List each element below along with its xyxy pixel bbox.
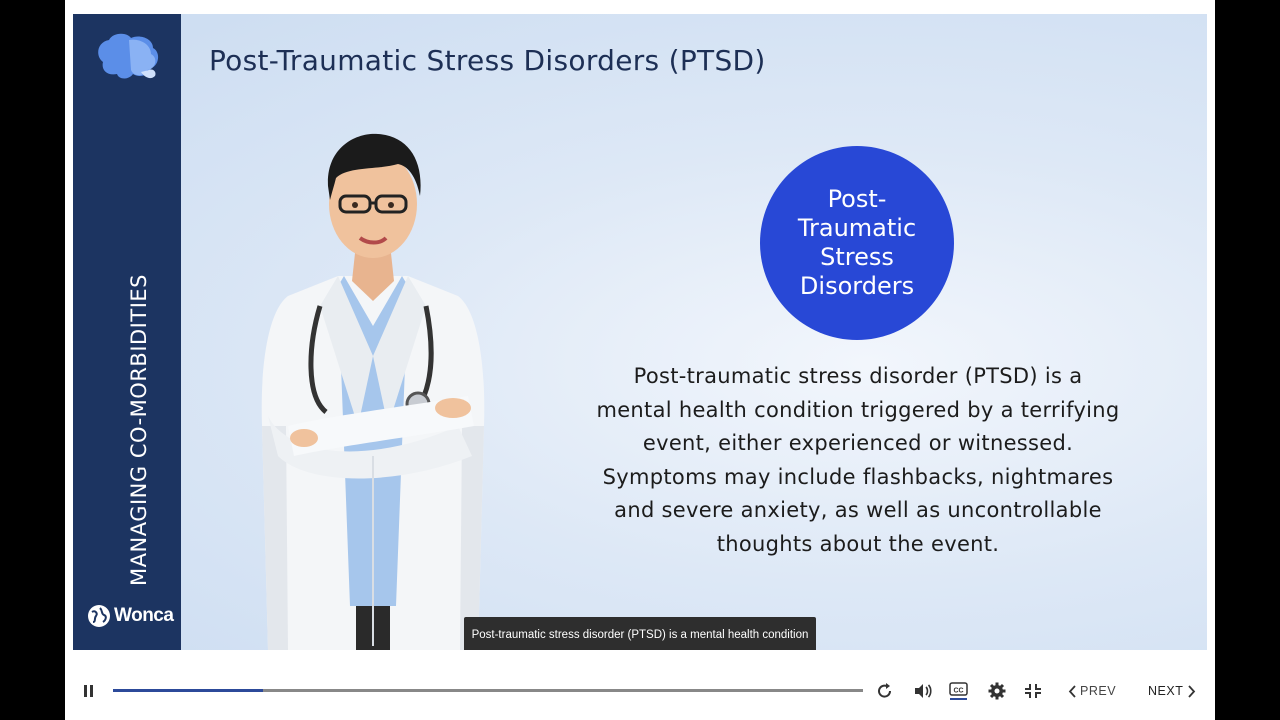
- slide-canvas: [73, 14, 1207, 650]
- replay-icon[interactable]: [874, 681, 896, 701]
- body-line: thoughts about the event.: [716, 531, 1000, 556]
- body-line: and severe anxiety, as well as uncontrollable: [614, 498, 1102, 522]
- topic-circle-label: Post-Traumatic Stress Disorders: [797, 185, 917, 300]
- brain-logo-icon: [93, 32, 163, 82]
- course-sidebar: [73, 14, 181, 650]
- course-title-vertical: MANAGING CO-MORBIDITIES: [127, 274, 151, 586]
- prev-button[interactable]: PREV: [1080, 684, 1117, 698]
- wonca-logo: [87, 604, 173, 628]
- body-line: mental health condition triggered by a terrifying: [596, 397, 1120, 422]
- progress-bar[interactable]: [113, 689, 863, 692]
- chevron-right-icon[interactable]: [1186, 685, 1196, 698]
- slide-body-text: [569, 360, 1147, 561]
- slide-title: Post-Traumatic Stress Disorders (PTSD): [209, 44, 766, 77]
- wonca-wordmark: Wonca: [114, 605, 174, 626]
- body-line: Post-traumatic stress disorder (PTSD) is a: [633, 364, 1083, 388]
- globe-icon: [87, 604, 111, 628]
- progress-fill: [113, 689, 263, 692]
- svg-text:CC: CC: [953, 687, 964, 695]
- body-line: event, either experienced or witnessed.: [642, 431, 1074, 455]
- topic-circle: [760, 146, 954, 340]
- playback-controls: [65, 650, 1215, 720]
- pause-icon[interactable]: [83, 685, 95, 697]
- caption-overlay: Post-traumatic stress disorder (PTSD) is a mental health condition: [464, 617, 816, 650]
- course-player: [65, 0, 1215, 720]
- doctor-illustration: [248, 126, 498, 650]
- chevron-left-icon[interactable]: [1068, 685, 1078, 698]
- body-line: Symptoms may include flashbacks, nightmares: [602, 464, 1114, 489]
- settings-icon[interactable]: [986, 681, 1008, 701]
- closed-captions-icon[interactable]: [948, 681, 970, 701]
- collapse-icon[interactable]: [1022, 681, 1044, 701]
- volume-icon[interactable]: [912, 681, 934, 701]
- next-button[interactable]: NEXT: [1148, 684, 1184, 698]
